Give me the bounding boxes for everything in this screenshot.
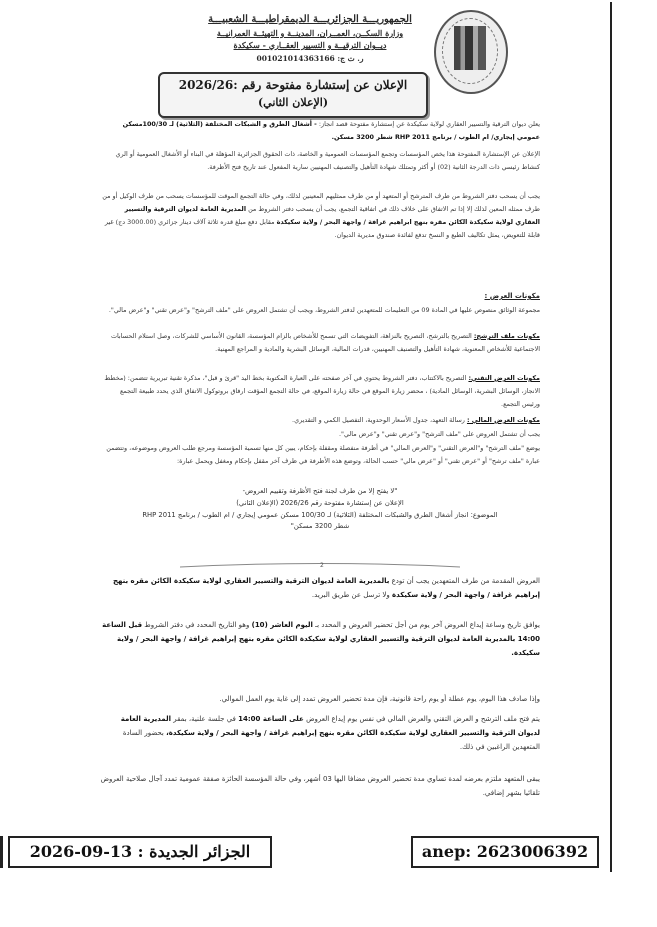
deposit-tail: ولا ترسل عن طريق البريد. bbox=[311, 591, 390, 599]
financial-text: رسالة التعهد، جدول الأسعار الوحدوية، التفصيل الكمي و التقديري. bbox=[292, 416, 465, 424]
office-heading: ديــوان الترقيــة و التسيير العقــاري - سكيكدة bbox=[233, 40, 387, 50]
anep-reference-box: anep: 2623006392 bbox=[411, 836, 599, 868]
office-seal-logo bbox=[434, 10, 508, 94]
offers-text: مجموعة الوثائق منصوص عليها في المادة 09 من التعليمات للمتعهدين لدفتر الشروط، ويجب أن تشتمل العروض على "ملف الترشح" و"عرض تقني" و"عرض مالي". bbox=[108, 306, 540, 314]
packing-line: يجب أن تشتمل العروض على "ملف الترشح" و"عرض تقني" و"عرض مالي". bbox=[339, 430, 540, 438]
building-emblem-icon bbox=[454, 26, 486, 70]
deadline-text: يوافق تاريخ وساعة إيداع العروض آخر يوم من أجل تحضير العروض و المحدد بـ bbox=[315, 621, 540, 629]
envelope-quote-2: الإعلان عن إستشارة مفتوحة رقم 2026/26 (الإعلان الثاني) bbox=[236, 499, 404, 507]
deadline-day: اليوم العاشر (10) bbox=[251, 621, 313, 629]
newspaper-date-box: الجزائر الجديدة : 13-09-2026 bbox=[8, 836, 272, 868]
specs-withdrawal-paragraph bbox=[100, 190, 540, 294]
ministry-heading: وزارة السكــن، العمــران، المدينــة و التهيئــة العمرانيــة bbox=[216, 28, 404, 38]
specs-text: يجب أن يسحب دفتر الشروط من طرف المترشح أو المتعهد أو من طرف ممثليهم المعينين لذلك، وفي حالة التجمع الموقت للمؤسسات يسحب من طرف الوكيل أو من طرف ممثله المعين لذلك إلا إذا تم الاتفاق على خلاف ذلك في اتفاقية التجمع، يجب أن يسحب دفتر الشروط من bbox=[102, 192, 540, 213]
deadline-paragraph bbox=[100, 618, 540, 688]
opening-mid: في جلسة علنية، بمقر bbox=[173, 715, 236, 723]
financial-block bbox=[100, 414, 540, 428]
tax-id: ر. ت ج: 001021014363166 bbox=[256, 54, 364, 63]
offers-heading: مكونات العرض : bbox=[484, 292, 540, 300]
candidacy-block bbox=[100, 330, 540, 370]
republic-heading: الجمهوريـــة الجزائريـــة الديمقراطيـــة الشعبيـــة bbox=[208, 14, 412, 25]
announcement-subtitle: (الإعلان الثاني) bbox=[257, 96, 329, 109]
page-number: 2 bbox=[320, 562, 324, 569]
deposit-location: بالمديرية العامة لديوان الترقية والتسيير العقاري لولاية سكيكدة الكائن مقره بنهج إبراهيم غرافة / واجهة البحر / ولاية سكيكدة bbox=[112, 577, 540, 599]
opening-paragraph bbox=[100, 712, 540, 768]
envelope-quote-1: "لا يفتح إلا من طرف لجنة فتح الأظرفة وتقييم العروض- bbox=[242, 487, 398, 495]
validity-paragraph: يبقى المتعهد ملتزم بعرضه لمدة تساوي مدة تحضير العروض مضافا اليها 03 أشهر، وفي حالة المؤسسة الحائزة صفقة عمومية تمدد آجال صلاحية العروض تلقائيا بشهر إضافي. bbox=[100, 775, 540, 797]
deadline-mid: وهو التاريخ المحدد في دفتر الشروط bbox=[144, 621, 250, 629]
left-edge-mark bbox=[0, 836, 3, 868]
packing-instructions: يوضع "ملف الترشح" و"العرض التقني" و"العرض المالي" في أظرفة منفصلة ومقفلة بإحكام، يبين كل منها تسمية المؤسسة ومرجع طلب العروض وموضوعه، وتتضمن عبارة "ملف ترشح" أو "عرض تقني" أو "عرض مالي" حسب الحالة، وتوضع هذه الأظرفة في ظرف آخر مقفل بإحكام ومغفل ويحمل عبارة: bbox=[106, 444, 540, 465]
technical-heading: مكونات العرض التقني: bbox=[468, 374, 540, 382]
financial-heading: مكونات العرض المالي : bbox=[466, 416, 540, 424]
technical-block bbox=[100, 372, 540, 412]
specs-location: المديرية العامة لديوان الترقية والتسيير العقاري لولاية سكيكدة الكائن مقره بنهج ابراهيم غرافة / واجهة البحر / ولاية سكيكدة bbox=[124, 205, 540, 226]
deadline-location: قبل الساعة 14:00 بالمديرية العامة لديوان الترقية والتسيير العقاري لولاية سكيكدة الكائن مقره بنهج إبراهيم غرافة / واجهة البحر / ولاية سكيكدة. bbox=[102, 621, 540, 657]
eligibility-paragraph: الإعلان عن الإستشارة المفتوحة هذا يخص المؤسسات وتجمع المؤسسات العمومية و الخاصة، ذات الحقوق الجزائرية المؤهلة في البناء أو الأشغال العمومية أو الري كنشاط رئيسي ذات الدرجة الثانية (02) أو أكثر وتمتلك شهادة التأهيل والتصنيف المهنيين سارية المفعول عند تاريخ فتح الأظرفة. bbox=[115, 150, 540, 171]
envelope-quote-3: الموضوع: انجاز أشغال الطرق والشبكات المختلفة (الثلاثية) لـ 100/30 مسكن عمومي إيجاري / ام الطوب / برنامج RHP 2011 شطر 3200 مسكن" bbox=[142, 511, 498, 530]
intro-text: يعلن ديوان الترقية والتسيير العقاري لولاية سكيكدة عن إستشارة مفتوحة قصد انجاز: bbox=[318, 120, 540, 128]
opening-location: المديرية العامة لديوان الترقية والتسيير العقاري لولاية سكيكدة الكائن مقره بنهج إبراهيم غرافة / واجهة البحر / ولاية سكيكدة، bbox=[120, 715, 540, 737]
candidacy-text: التصريح بالترشح، التصريح بالنزاهة، التفويضات التي تسمح للأشخاص بالزام المؤسسة، القانون الأساسي للشركات، وصل استلام الحسابات الاجتماعية للأشخاص المعنوية، شهادة التأهيل والتصنيف المهنيين، قدرات المالية، الوسائل البشرية والمادية و المراجع المهنية. bbox=[110, 332, 540, 353]
opening-time: على الساعة 14:00 bbox=[238, 715, 304, 723]
deposit-text: العروض المقدمة من طرف المتعهدين يجب أن تودع bbox=[391, 577, 540, 585]
specs-fee: مقابل دفع مبلغ قدره ثلاثة آلاف دينار جزائري (3000.00 دج) غير قابلة للتعويض، يمثل تكاليف الطبع و النسخ تدفع لفائدة صندوق مديرية الديوان. bbox=[104, 218, 540, 239]
announcement-title: الإعلان عن إستشارة مفتوحة رقم :2026/26 bbox=[178, 78, 408, 92]
opening-text: يتم فتح ملف الترشح و العرض التقني والعرض المالي في نفس يوم إيداع العروض bbox=[306, 715, 540, 723]
intro-paragraph bbox=[100, 118, 540, 146]
technical-text: التصريح بالاكتتاب، دفتر الشروط يحتوي في آخر صفحته على العبارة المكتوبة بخط اليد "قرئ و قبل"، مذكرة تقنية تبريرية تتضمن: (مخطط الانجاز، الوسائل البشرية، الوسائل المادية) ، محضر زيارة الموقع في حالة زيارة الموقع، في حالة التجمع المؤقت ارفاق بروتوكول الاتفاق الذي يحدد طبيعة التجمع ورئيس التجمع. bbox=[104, 374, 540, 408]
announcement-title-box bbox=[158, 72, 428, 118]
project-description: - أشغال الطرق و الشبكات المختلفة (الثلاثية) لـ 100/30مسكن عمومي إيجاري/ ام الطوب / برنامج RHP 2011 شطر 3200 مسكن. bbox=[122, 120, 540, 141]
candidacy-heading: مكونات ملف الترشح: bbox=[473, 332, 540, 340]
opening-tail: بحضور السادة المتعهدين الراغبين في ذلك. bbox=[122, 729, 540, 751]
deposit-paragraph bbox=[100, 574, 540, 616]
holiday-paragraph: وإذا صادف هذا اليوم، يوم عطلة أو يوم راحة قانونية، فإن مدة تحضير العروض تمدد إلى غاية يوم العمل الموالي. bbox=[219, 695, 540, 703]
